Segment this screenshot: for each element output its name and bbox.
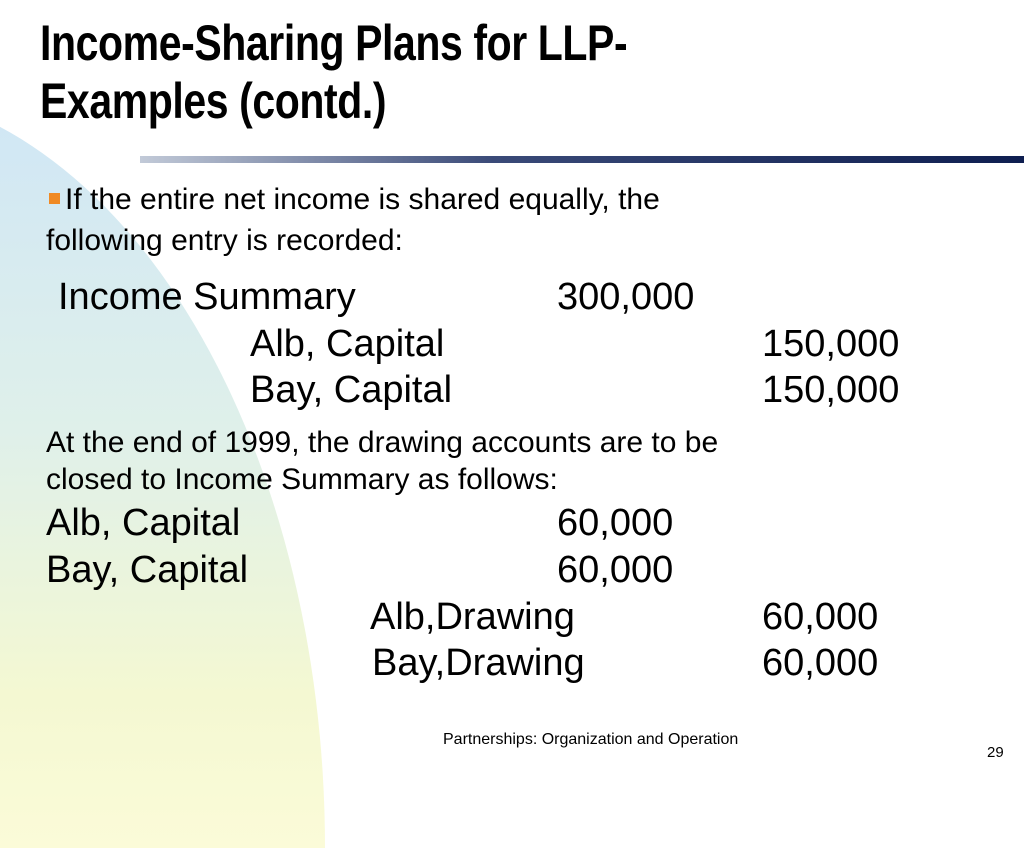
entry2-credit-alb-drawing: 60,000 (762, 596, 879, 638)
entry1-credit-bay-capital: 150,000 (762, 369, 900, 411)
entry2-account-bay-drawing: Bay,Drawing (372, 642, 585, 684)
slide-footer: Partnerships: Organization and Operation (443, 731, 739, 748)
entry1-debit-income-summary: 300,000 (557, 276, 695, 318)
intro-line-2: following entry is recorded: (46, 224, 403, 257)
page-number: 29 (987, 744, 1004, 761)
entry2-debit-bay-capital: 60,000 (557, 549, 674, 591)
entry2-account-alb-capital: Alb, Capital (46, 502, 241, 544)
entry1-credit-alb-capital: 150,000 (762, 323, 900, 365)
intro-line-1: If the entire net income is shared equally, the (65, 183, 660, 216)
entry2-debit-alb-capital: 60,000 (557, 502, 674, 544)
entry1-account-alb-capital: Alb, Capital (250, 323, 445, 365)
entry2-credit-bay-drawing: 60,000 (762, 642, 879, 684)
para-line-2: closed to Income Summary as follows: (46, 463, 558, 496)
entry1-account-income-summary: Income Summary (58, 276, 356, 318)
title-line-1: Income-Sharing Plans for LLP- (40, 15, 628, 71)
entry2-account-alb-drawing: Alb,Drawing (370, 596, 575, 638)
entry1-account-bay-capital: Bay, Capital (250, 369, 453, 411)
entry2-account-bay-capital: Bay, Capital (46, 549, 249, 591)
title-line-2: Examples (contd.) (40, 73, 387, 129)
para-line-1: At the end of 1999, the drawing accounts are to be (46, 426, 719, 459)
square-bullet-icon (49, 193, 60, 204)
